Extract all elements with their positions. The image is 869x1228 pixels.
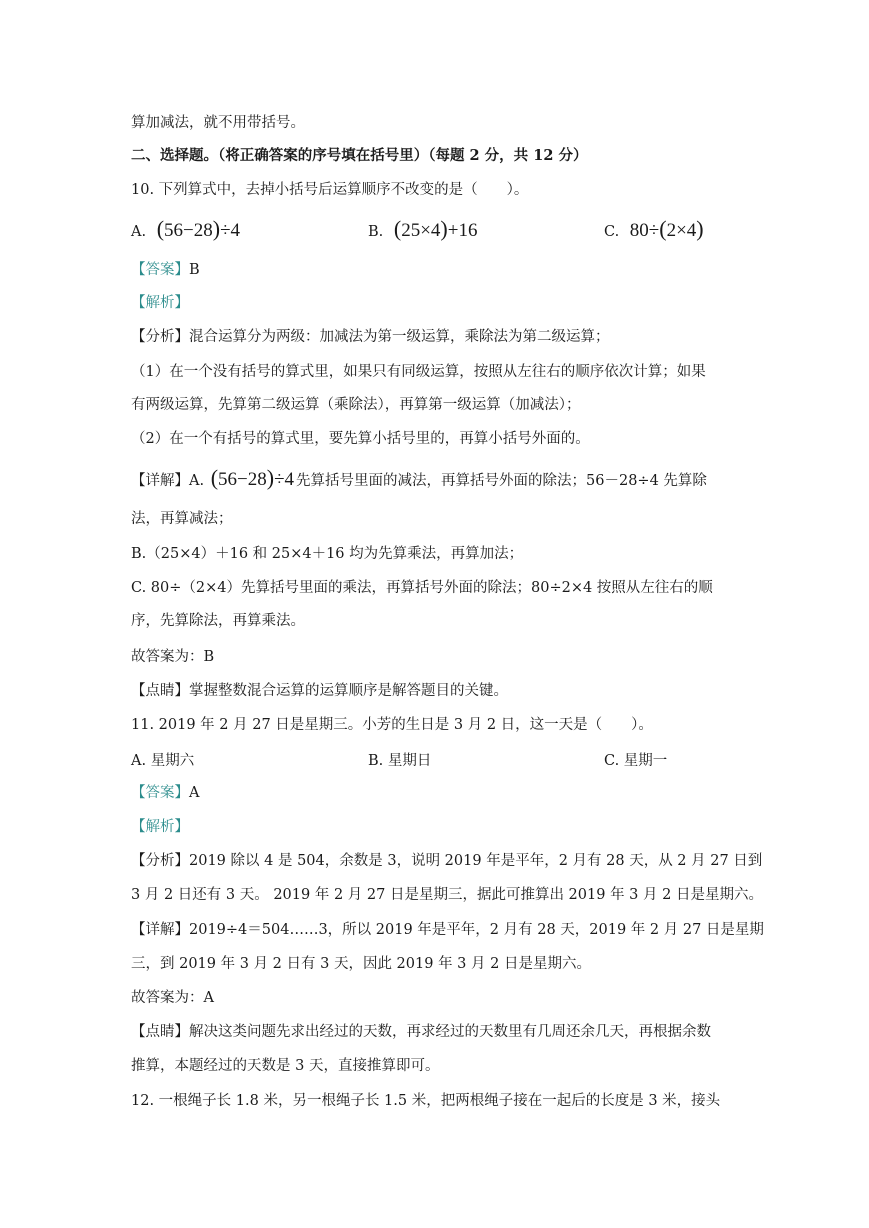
dianjing-tag: 【点睛】: [131, 683, 189, 699]
fenxi-tag: 【分析】: [131, 329, 189, 345]
q11-option-b: B. 星期日: [368, 753, 432, 769]
q10-xiangjie-cont: 法，再算减法；: [131, 511, 233, 527]
fenxi-text: 2019 除以 4 是 504，余数是 3，说明 2019 年是平年，2 月有 28 天，从 2 月 27 日到: [189, 853, 763, 869]
dianjing-text: 解决这类问题先求出经过的天数，再求经过的天数里有几周还余几天，再根据余数: [189, 1024, 711, 1040]
q10-fenxi: [131, 327, 610, 347]
question-11: 11. 2019 年 2 月 27 日是星期三。小芳的生日是 3 月 2 日，这一天是（ ）。: [131, 717, 653, 733]
dianjing-tag: 【点睛】: [131, 1024, 189, 1040]
q11-xiangjie-cont: 三，到 2019 年 3 月 2 日有 3 天，因此 2019 年 3 月 2 日是星期六。: [131, 956, 591, 972]
q11-fenxi: [131, 851, 762, 871]
q10-answer: [131, 260, 200, 280]
xiangjie-a-expression: (56−28)÷4: [210, 465, 295, 490]
option-a-label: A.: [131, 224, 147, 240]
xiangjie-a-text: 先算括号里面的减法，再算括号外面的除法；56－28÷4 先算除: [296, 473, 707, 489]
fenxi-text: 混合运算分为两级：加减法为第一级运算，乘除法为第二级运算；: [189, 329, 610, 345]
option-c-expression: 80÷(2×4): [629, 216, 704, 241]
q11-dianjing-cont: 推算，本题经过的天数是 3 天，直接推算即可。: [131, 1058, 440, 1074]
q11-dianjing: [131, 1022, 711, 1042]
q10-dianjing: [131, 681, 508, 701]
answer-tag: 【答案】: [131, 262, 189, 278]
answer-tag: 【答案】: [131, 785, 189, 801]
q10-point-1-cont: 有两级运算，先算第二级运算（乘除法），再算第一级运算（加减法）；: [131, 397, 581, 413]
answer-value: B: [189, 262, 200, 278]
xiangjie-a-label: A.: [189, 473, 205, 489]
xiangjie-text: 2019÷4＝504……3，所以 2019 年是平年，2 月有 28 天，2019 年 2 月 27 日是星期: [189, 922, 764, 938]
q11-answer: [131, 783, 199, 803]
q11-jiexi-tag: 【解析】: [131, 819, 189, 835]
continued-text-line: 算加减法，就不用带括号。: [131, 115, 305, 131]
q11-xiangjie: [131, 920, 764, 940]
xiangjie-tag: 【详解】: [131, 473, 189, 489]
q10-final-answer: 故答案为：B: [131, 649, 215, 665]
q10-jiexi-tag: 【解析】: [131, 295, 189, 311]
q10-xiangjie-c-cont: 序，先算除法，再算乘法。: [131, 613, 305, 629]
q10-point-2: （2）在一个有括号的算式里，要先算小括号里的，再算小括号外面的。: [131, 431, 590, 447]
option-c-label: C.: [604, 224, 620, 240]
answer-value: A: [189, 785, 200, 801]
q10-option-b: [368, 216, 477, 242]
q11-fenxi-cont: 3 月 2 日还有 3 天。 2019 年 2 月 27 日是星期三，据此可推算出 2019 年 3 月 2 日是星期六。: [131, 887, 763, 903]
q11-final-answer: 故答案为：A: [131, 990, 214, 1006]
q10-xiangjie-c: C. 80÷（2×4）先算括号里面的乘法，再算括号外面的除法；80÷2×4 按照从左往右的顺: [131, 580, 713, 596]
question-12: 12. 一根绳子长 1.8 米，另一根绳子长 1.5 米，把两根绳子接在一起后的长度是 3 米，接头: [131, 1093, 721, 1109]
q10-xiangjie: [131, 465, 707, 491]
q10-option-c: [604, 216, 704, 242]
question-10: 10. 下列算式中，去掉小括号后运算顺序不改变的是（ ）。: [131, 182, 529, 198]
q10-point-1: （1）在一个没有括号的算式里，如果只有同级运算，按照从左往右的顺序依次计算；如果: [131, 364, 706, 380]
section-heading: 二、选择题。（将正确答案的序号填在括号里）（每题 2 分，共 12 分）: [131, 147, 588, 164]
q11-option-c: C. 星期一: [604, 753, 668, 769]
option-b-expression: (25×4)+16: [393, 216, 478, 241]
option-a-expression: (56−28)÷4: [156, 216, 241, 241]
xiangjie-tag: 【详解】: [131, 922, 189, 938]
q11-option-a: A. 星期六: [131, 753, 195, 769]
q10-option-a: [131, 216, 240, 242]
dianjing-text: 掌握整数混合运算的运算顺序是解答题目的关键。: [189, 683, 508, 699]
fenxi-tag: 【分析】: [131, 853, 189, 869]
q10-xiangjie-b: B.（25×4）＋16 和 25×4＋16 均为先算乘法，再算加法；: [131, 546, 524, 562]
option-b-label: B.: [368, 224, 384, 240]
